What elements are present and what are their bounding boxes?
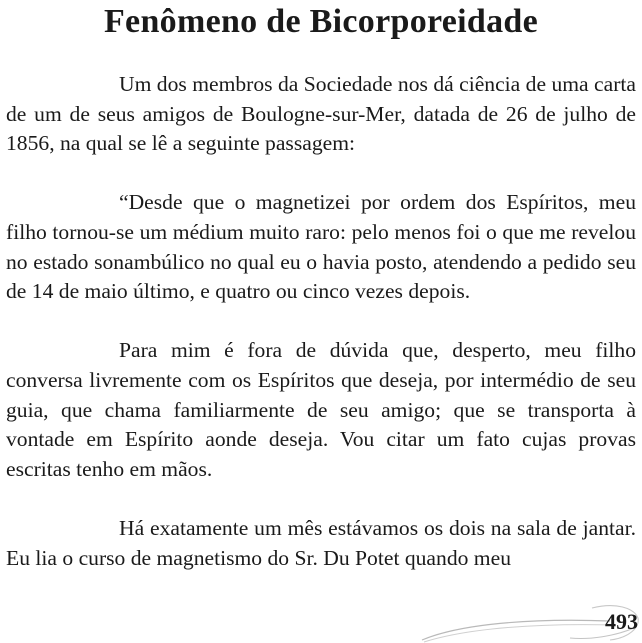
page-footer (420, 600, 642, 643)
page-number: 493 (605, 609, 638, 634)
paragraph-4: Há exatamente um mês estávamos os dois na sala de jantar. Eu lia o curso de magnetismo do Sr. Du Potet quando meu (6, 515, 636, 570)
paragraph-1: Um dos membros da Sociedade nos dá ciência de uma carta de um de seus amigos de Boulogne-sur-Mer, datada de 26 de julho de 1856, na qual se lê a seguinte passagem: (6, 72, 636, 156)
paragraph-3: Para mim é fora de dúvida que, desperto, meu filho conversa livremente com os Espíritos que deseja, por intermédio de seu guia, que chama familiarmente de seu amigo; que se transporta à vontade em Espírito aonde deseja. Vou citar um fato cujas provas escritas tenho em mãos. (6, 338, 636, 481)
page-title: Fenômeno de Bicorporeidade (103, 3, 539, 40)
paragraph-2: “Desde que o magnetizei por ordem dos Espíritos, meu filho tornou-se um médium muito raro: pelo menos foi o que me revelou no estado sonambúlico no qual eu o havia posto, atendendo a pedido seu de 14 de maio último, e quatro ou cinco vezes depois. (6, 190, 636, 304)
body-text (6, 70, 636, 573)
